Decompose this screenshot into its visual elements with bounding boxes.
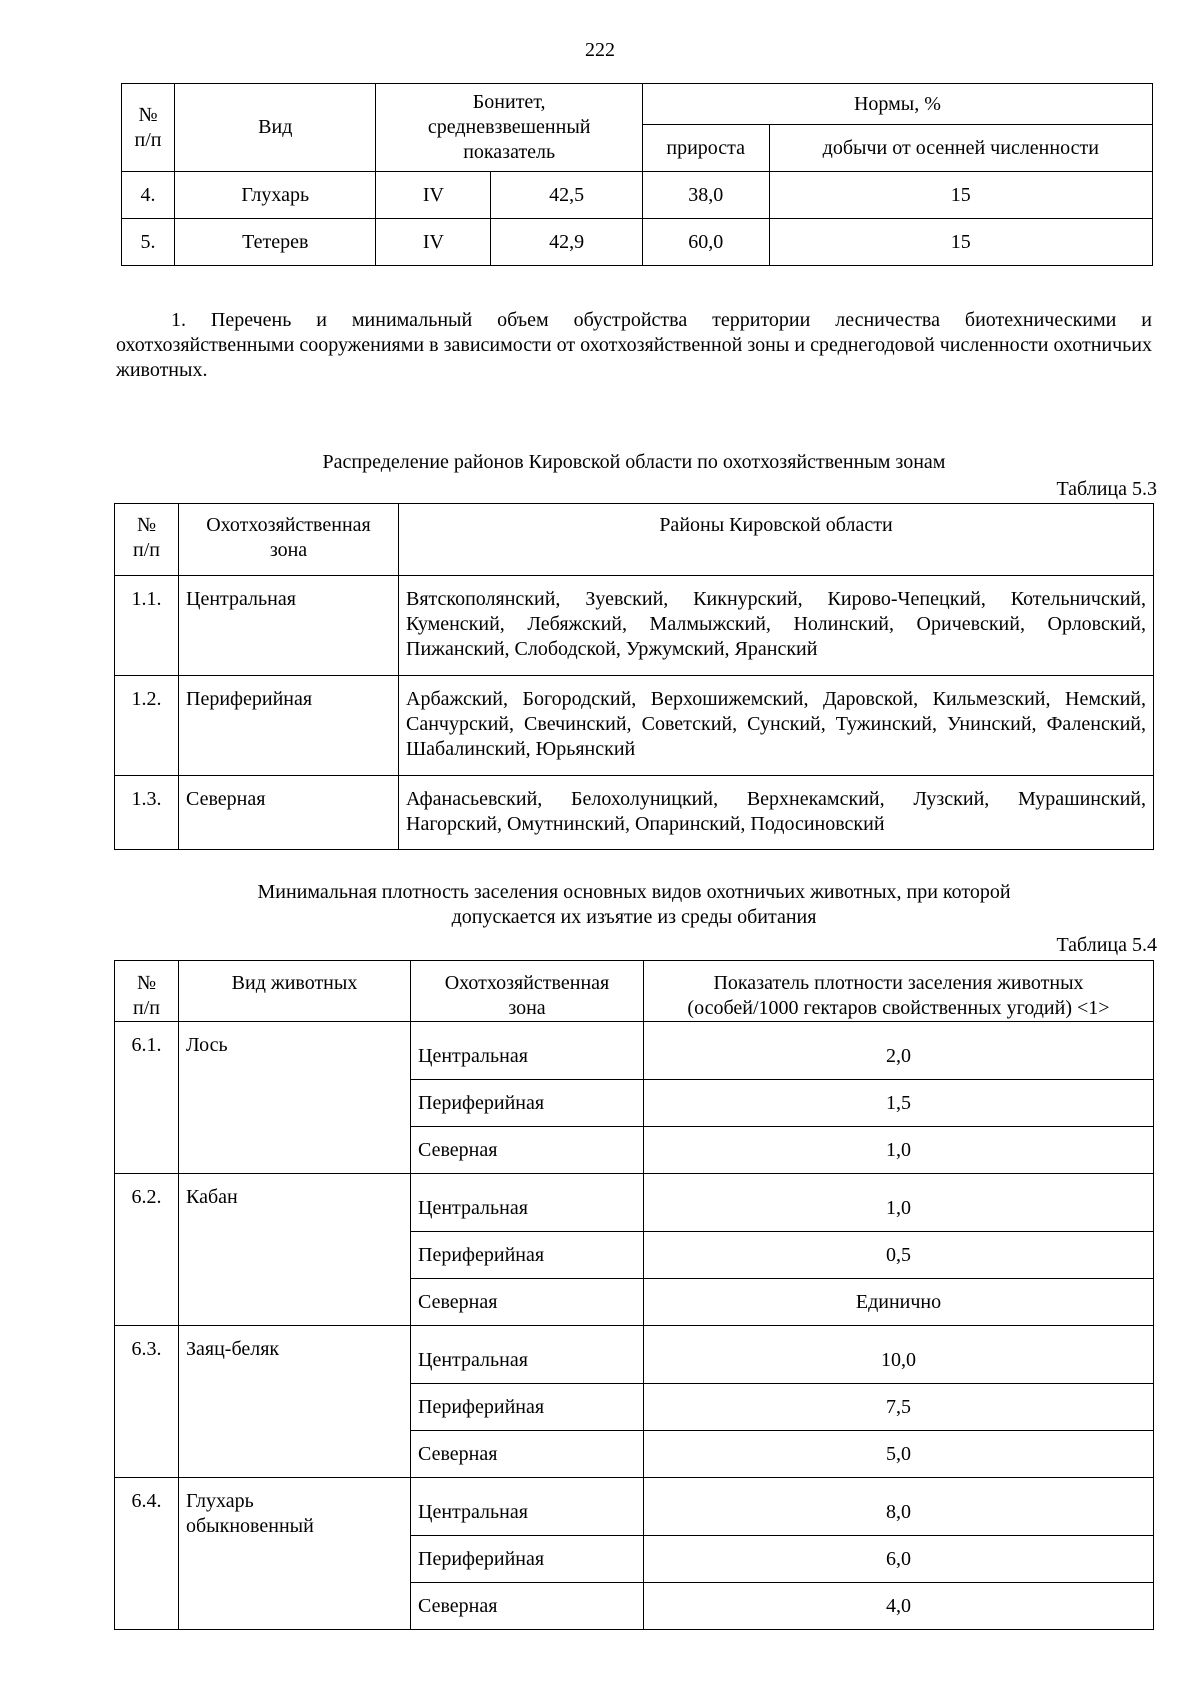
- header-growth: прироста: [642, 125, 769, 172]
- header-bonitet: Бонитет, средневзвешенный показатель: [376, 84, 642, 172]
- cell-zone: Периферийная: [411, 1384, 644, 1431]
- cell-density-value: 4,0: [644, 1583, 1154, 1630]
- table-row: [115, 576, 1154, 676]
- table3-label: Таблица 5.4: [1056, 934, 1157, 956]
- header-num: № п/п: [122, 84, 175, 172]
- cell-animal: Глухарь обыкновенный: [179, 1478, 411, 1630]
- cell-density-value: 0,5: [644, 1232, 1154, 1279]
- bonitet-norms-table: [121, 83, 1153, 266]
- table-row: [115, 776, 1154, 850]
- cell-animal: Лось: [179, 1022, 411, 1174]
- cell-density-value: 8,0: [644, 1478, 1154, 1536]
- cell-growth: 38,0: [642, 172, 769, 219]
- cell-zone: Северная: [411, 1431, 644, 1478]
- cell-density-value: 2,0: [644, 1022, 1154, 1080]
- hunting-zones-table: [114, 503, 1154, 850]
- cell-zone: Периферийная: [411, 1536, 644, 1583]
- table-row: [115, 1022, 1154, 1080]
- page-number: 222: [585, 39, 615, 61]
- table-row: [122, 172, 1153, 219]
- cell-zone: Северная: [411, 1583, 644, 1630]
- cell-density-value: 1,0: [644, 1174, 1154, 1232]
- cell-num: 1.3.: [115, 776, 179, 850]
- header-animal: Вид животных: [179, 961, 411, 1022]
- table3-title: Минимальная плотность заселения основных видов охотничьих животных, при которой допускается их изъятие из среды обитания: [257, 881, 1011, 928]
- table-row: [122, 219, 1153, 266]
- cell-num: 5.: [122, 219, 175, 266]
- cell-num: 6.1.: [115, 1022, 179, 1174]
- cell-districts: Арбажский, Богородский, Верхошижемский, Даровской, Кильмезский, Немский, Санчурский, Свечинский, Советский, Сунский, Тужинский, Унинский, Фаленский, Шабалинский, Юрьянский: [399, 676, 1154, 776]
- cell-density-value: 1,0: [644, 1127, 1154, 1174]
- header-species: Вид: [175, 84, 376, 172]
- table2-label: Таблица 5.3: [1056, 478, 1157, 500]
- cell-num: 6.4.: [115, 1478, 179, 1630]
- cell-num: 6.2.: [115, 1174, 179, 1326]
- cell-districts: Афанасьевский, Белохолуницкий, Верхнекамский, Лузский, Мурашинский, Нагорский, Омутнинский, Опаринский, Подосиновский: [399, 776, 1154, 850]
- cell-zone: Периферийная: [411, 1232, 644, 1279]
- cell-zone: Северная: [179, 776, 399, 850]
- cell-num: 6.3.: [115, 1326, 179, 1478]
- table2-title: Распределение районов Кировской области по охотхозяйственным зонам: [322, 451, 946, 473]
- cell-zone: Периферийная: [411, 1080, 644, 1127]
- cell-zone: Центральная: [179, 576, 399, 676]
- table-row: [115, 1174, 1154, 1232]
- table-row: [115, 1326, 1154, 1384]
- cell-num: 4.: [122, 172, 175, 219]
- table-row: [115, 1478, 1154, 1536]
- cell-species: Тетерев: [175, 219, 376, 266]
- cell-class: IV: [376, 172, 491, 219]
- header-zone: Охотхозяйственная зона: [411, 961, 644, 1022]
- table-header-row: [122, 84, 1153, 125]
- cell-density-value: 10,0: [644, 1326, 1154, 1384]
- cell-animal: Заяц-беляк: [179, 1326, 411, 1478]
- cell-class: IV: [376, 219, 491, 266]
- cell-districts: Вятскополянский, Зуевский, Кикнурский, Кирово-Чепецкий, Котельничский, Куменский, Лебяжский, Малмыжский, Нолинский, Оричевский, Орловский, Пижанский, Слободской, Уржумский, Яранский: [399, 576, 1154, 676]
- cell-harvest: 15: [769, 172, 1152, 219]
- cell-zone: Северная: [411, 1279, 644, 1326]
- table-header-row: [115, 961, 1154, 1022]
- cell-value: 42,9: [491, 219, 643, 266]
- cell-density-value: 7,5: [644, 1384, 1154, 1431]
- header-districts: Районы Кировской области: [399, 504, 1154, 576]
- cell-zone: Центральная: [411, 1326, 644, 1384]
- population-density-table: [114, 960, 1154, 1630]
- paragraph-text: 1. Перечень и минимальный объем обустройства территории лесничества биотехническими и охотхозяйственными сооружениями в зависимости от охотхозяйственной зоны и среднегодовой численности охотничьих животных.: [116, 309, 1152, 381]
- cell-growth: 60,0: [642, 219, 769, 266]
- table-row: [115, 676, 1154, 776]
- cell-density-value: 1,5: [644, 1080, 1154, 1127]
- table-header-row: [115, 504, 1154, 576]
- header-density: Показатель плотности заселения животных (особей/1000 гектаров свойственных угодий) <1>: [644, 961, 1154, 1022]
- header-zone: Охотхозяйственная зона: [179, 504, 399, 576]
- header-num: № п/п: [115, 504, 179, 576]
- header-norms: Нормы, %: [642, 84, 1152, 125]
- cell-density-value: 6,0: [644, 1536, 1154, 1583]
- cell-num: 1.1.: [115, 576, 179, 676]
- cell-zone: Центральная: [411, 1022, 644, 1080]
- cell-num: 1.2.: [115, 676, 179, 776]
- cell-zone: Северная: [411, 1127, 644, 1174]
- cell-density-value: 5,0: [644, 1431, 1154, 1478]
- cell-value: 42,5: [491, 172, 643, 219]
- cell-animal: Кабан: [179, 1174, 411, 1326]
- cell-zone: Центральная: [411, 1478, 644, 1536]
- cell-zone: Периферийная: [179, 676, 399, 776]
- cell-species: Глухарь: [175, 172, 376, 219]
- header-harvest: добычи от осенней численности: [769, 125, 1152, 172]
- header-num: № п/п: [115, 961, 179, 1022]
- cell-density-value: Единично: [644, 1279, 1154, 1326]
- cell-zone: Центральная: [411, 1174, 644, 1232]
- cell-harvest: 15: [769, 219, 1152, 266]
